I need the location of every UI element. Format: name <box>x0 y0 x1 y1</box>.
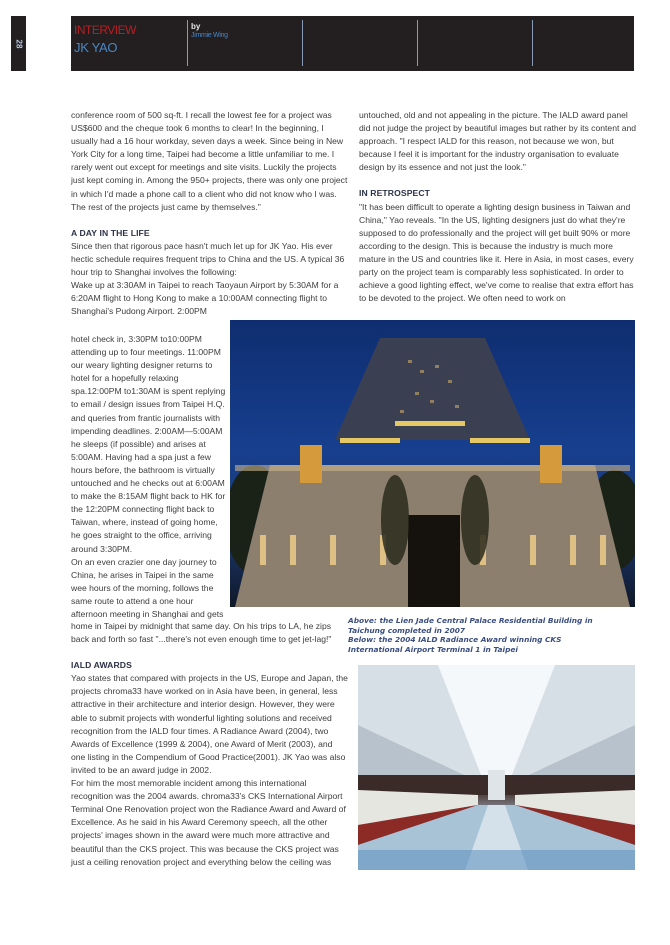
left-column-narrow <box>71 333 228 621</box>
section-heading: IALD AWARDS <box>71 660 132 671</box>
caption-line: Above: the Lien Jade Central Palace Residential Building in <box>348 616 593 625</box>
left-column-bottom <box>71 620 349 869</box>
photo-caption <box>348 616 638 654</box>
paragraph: conference room of 500 sq-ft. I recall the lowest fee for a project was US$600 and the cheque took 6 months to clear! In the beginning, I usually had a 16 hour workday, seven days a week. Since being in New York City for a long time, Taipei had become a little unfamiliar to me. I rarely went out except for meetings and site visits. Luckily the projects just kept coming in. Among the 950+ projects, there was only one project in which I'd made a phone call to a client who did not know who I was. The rest of the projects just came by themselves." <box>71 110 348 212</box>
paragraph: Yao states that compared with projects in the US, Europe and Japan, the projects chroma33 have worked on in Asia have been, in general, less attractive in their architecture and interior design. However, they were able to submit projects with wonderful lighting solutions and received recognition from the IALD four times. A Radiance Award (2004), two Awards of Excellence (1999 & 2004), one Award of Merit (2003), and one listing in the Compendium of Good Practice(2001). JK Yao was also invited to be an award judge in 2002. <box>71 673 348 775</box>
paragraph: untouched, old and not appealing in the picture. The IALD award panel did not judge the project by beautiful images but rather by its content and approach. "I respect IALD for this reason, not because we won, but because I feel it is important for the industry organisation to evaluate design by its essence and not just the look." <box>359 110 637 173</box>
building-photo <box>230 320 635 607</box>
article-title: JK YAO <box>74 40 118 55</box>
paragraph: Since then that rigorous pace hasn't much let up for JK Yao. His ever hectic schedule requires frequent trips to China and the US. A typical 36 hour trip to Shanghai involves the following: <box>71 240 345 278</box>
caption-line: International Airport Terminal 1 in Taipei <box>348 644 518 654</box>
paragraph: Wake up at 3:30AM in Taipei to reach Taoyaun Airport by 5:30AM for a 6:20AM flight to Hong Kong to make a 10:00AM connecting flight to Shanghai's Pudong Airport. 2:00PM <box>71 280 339 317</box>
byline-label: by <box>191 22 201 31</box>
article-header <box>71 16 634 71</box>
header-divider <box>302 20 303 66</box>
paragraph: For him the most memorable incident among this international recognition was the 2004 awards. chroma33's CKS International Airport Terminal One Renovation project won the Radiance Award and Award of Excellence. As he said in his Award Ceremony speech, all the other projects' images shown in the award were much more attractive and beautiful than the CKS project. This was because the CKS project was just a ceiling renovation project and everything below the ceiling was <box>71 778 346 867</box>
page-number-tab <box>11 16 26 71</box>
paragraph: On an even crazier one day journey to China, he arises in Taipei in the same wee hours of the morning, follows the same route to attend a one hour afternoon meeting in Shanghai and gets <box>71 556 224 619</box>
header-divider <box>187 20 188 66</box>
section-heading: IN RETROSPECT <box>359 188 431 199</box>
caption-line: Taichung completed in 2007 <box>348 625 466 635</box>
paragraph: hotel check in, 3:30PM to10:00PM attending up to four meetings. 11:00PM our weary lighting designer returns to hotel for a hopefully relaxing spa.12:00PM to1:30AM is spent replying to email / design issues from Taipei H.Q. and queries from frantic journalists with impending deadlines. 2:00AM—5:00AM he sleeps (if possible) and arises at 5:00AM. Having had a spa just a few hours before, the bathroom is virtually untouched and he checks out at 6:00AM to make the 8:15AM flight back to HK for the 12:20PM connecting flight back to Taiwan, where, instead of going home, he goes straight to the office, arriving around 3:30PM. <box>71 334 226 554</box>
author-name: Jimmie Wing <box>191 32 228 39</box>
caption-line: Below: the 2004 IALD Radiance Award winning CKS <box>348 635 562 645</box>
right-column <box>359 109 639 305</box>
header-divider <box>532 20 533 66</box>
airport-photo <box>358 665 635 870</box>
building-illustration <box>230 320 635 607</box>
byline <box>191 22 228 40</box>
airport-illustration <box>358 665 635 870</box>
section-heading: A DAY IN THE LIFE <box>71 227 150 238</box>
paragraph: home in Taipei by midnight that same day. On his trips to LA, he zips back and forth so fast "...there's not even enough time to get jet-lag!" <box>71 621 332 645</box>
section-kicker: INTERVIEW <box>74 23 136 37</box>
paragraph: "It has been difficult to operate a lighting design business in Taiwan and China," Yao reveals. "In the US, lighting designers just do what they're supposed to do professionally and the project will get built 90% or more according to the design. This is because the industry is much more mature in the US and countries like it. Here in Asia, in most cases, every party on the project team is comparably less sophisticated. In order to achieve a good lighting effect, we've come to realise that extra effort has to be devoted to the project. We often need to work on <box>359 201 634 304</box>
left-column-top <box>71 109 349 318</box>
header-divider <box>417 20 418 66</box>
page-number: 28 <box>14 39 23 48</box>
